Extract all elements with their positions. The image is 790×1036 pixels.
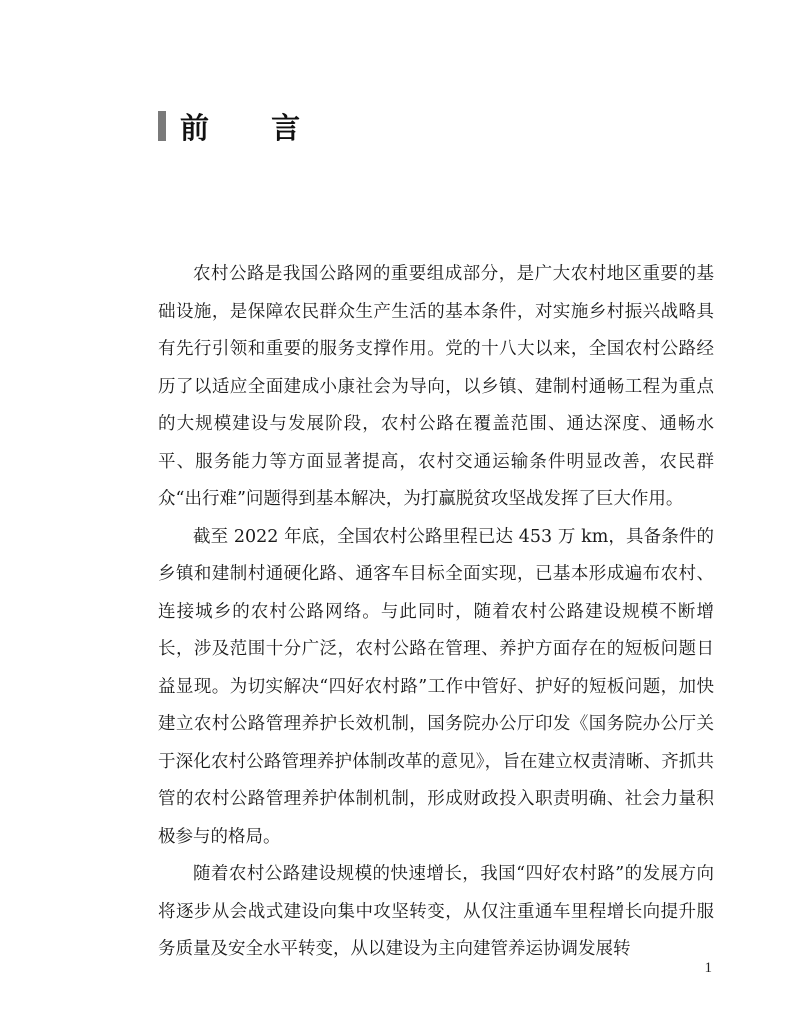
paragraph-3: 随着农村公路建设规模的快速增长，我国“四好农村路”的发展方向将逐步从会战式建设向集中攻坚转变，从仅注重通车里程增长向提升服务质量及安全水平转变，从以建设为主向建管养运协调发展转 — [158, 864, 714, 959]
page-number: 1 — [704, 960, 712, 976]
paragraph-1: 农村公路是我国公路网的重要组成部分，是广大农村地区重要的基础设施，是保障农民群众生产生活的基本条件，对实施乡村振兴战略具有先行引领和重要的服务支撑作用。党的十八大以来，全国农村公路经历了以适应全面建成小康社会为导向，以乡镇、建制村通畅工程为重点的大规模建设与发展阶段，农村公路在覆盖范围、通达深度、通畅水平、服务能力等方面显著提高，农村交通运输条件明显改善，农民群众“出行难”问题得到基本解决，为打赢脱贫攻坚战发挥了巨大作用。 — [158, 264, 714, 509]
paragraph-2: 截至 2022 年底，全国农村公路里程已达 453 万 km，具备条件的乡镇和建制村通硬化路、通客车目标全面实现，已基本形成遍布农村、连接城乡的农村公路网络。与此同时，随着农村公路建设规模不断增长，涉及范围十分广泛，农村公路在管理、养护方面存在的短板问题日益显现。为切实解决“四好农村路”工作中管好、护好的短板问题，加快建立农村公路管理养护长效机制，国务院办公厅印发《国务院办公厅关于深化农村公路管理养护体制改革的意见》，旨在建立权责清晰、齐抓共管的农村公路管理养护体制机制，形成财政投入职责明确、社会力量积极参与的格局。 — [158, 526, 714, 847]
heading-marker-bar — [158, 111, 166, 141]
section-heading — [158, 108, 326, 144]
heading-title: 前 言 — [180, 110, 327, 145]
body-text — [158, 256, 714, 969]
